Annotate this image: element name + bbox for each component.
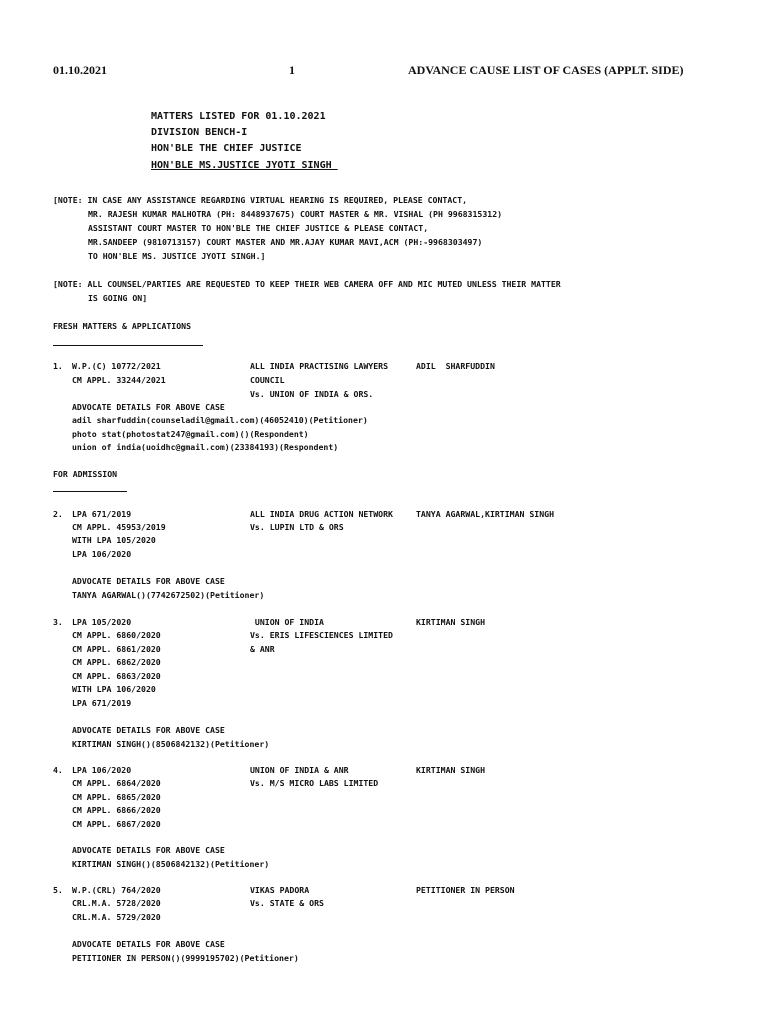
case-line: W.P.(C) 10772/2021 [72,361,161,371]
case-number: 3. [53,617,63,627]
note1-line: MR.SANDEEP (9810713157) COURT MASTER AND MR.AJAY KUMAR MAVI,ACM (PH:-9968303497) [88,237,483,247]
case-line: LPA 106/2020 [72,765,132,775]
party-line: ALL INDIA DRUG ACTION NETWORK [250,509,393,519]
case-line: CM APPL. 6860/2020 [72,630,161,640]
party-line: VIKAS PADORA [250,885,310,895]
party-line: & ANR [250,644,275,654]
note2-line: [NOTE: ALL COUNSEL/PARTIES ARE REQUESTED TO KEEP THEIR WEB CAMERA OFF AND MIC MUTED UNLESS THEIR MATTER [53,279,561,289]
party-line: COUNCIL [250,375,285,385]
advocate-detail: photo stat(photostat247@gmail.com)()(Respondent) [72,429,309,439]
case-line: WITH LPA 106/2020 [72,684,156,694]
case-line: CM APPL. 6866/2020 [72,805,161,815]
advocate-name: PETITIONER IN PERSON [416,885,515,895]
case-line: LPA 105/2020 [72,617,132,627]
case-line: W.P.(CRL) 764/2020 [72,885,161,895]
division-bench-line: DIVISION BENCH-I [151,127,248,138]
party-line: UNION OF INDIA & ANR [250,765,349,775]
section-for-admission: FOR ADMISSION [53,469,118,479]
note1-line: TO HON'BLE MS. JUSTICE JYOTI SINGH.] [88,251,266,261]
case-line: CRL.M.A. 5728/2020 [72,898,161,908]
case-line: CM APPL. 33244/2021 [72,375,166,385]
party-line: ALL INDIA PRACTISING LAWYERS [250,361,389,371]
justice-jyoti-line: HON'BLE MS.JUSTICE JYOTI SINGH [151,160,338,171]
advocate-detail: TANYA AGARWAL()(7742672502)(Petitioner) [72,590,265,600]
section-fresh-matters: FRESH MATTERS & APPLICATIONS [53,321,192,331]
advocate-detail: KIRTIMAN SINGH()(8506842132)(Petitioner) [72,859,270,869]
advocate-details-heading: ADVOCATE DETAILS FOR ABOVE CASE [72,939,225,949]
advocate-details-heading: ADVOCATE DETAILS FOR ABOVE CASE [72,845,225,855]
case-line: CRL.M.A. 5729/2020 [72,912,161,922]
section-underline [53,345,203,346]
chief-justice-line: HON'BLE THE CHIEF JUSTICE [151,143,302,154]
party-line: Vs. STATE & ORS [250,898,324,908]
case-number: 1. [53,361,63,371]
list-title: ADVANCE CAUSE LIST OF CASES (APPLT. SIDE) [408,63,684,77]
case-number: 4. [53,765,63,775]
advocate-detail: KIRTIMAN SINGH()(8506842132)(Petitioner) [72,739,270,749]
note1-line: [NOTE: IN CASE ANY ASSISTANCE REGARDING VIRTUAL HEARING IS REQUIRED, PLEASE CONTACT, [53,195,468,205]
advocate-name: KIRTIMAN SINGH [416,617,486,627]
party-line: UNION OF INDIA [250,617,324,627]
advocate-detail: adil sharfuddin(counseladil@gmail.com)(46052410)(Petitioner) [72,415,368,425]
party-line: Vs. LUPIN LTD & ORS [250,522,344,532]
case-number: 2. [53,509,63,519]
advocate-detail: PETITIONER IN PERSON()(9999195702)(Petitioner) [72,953,299,963]
case-line: LPA 671/2019 [72,509,132,519]
case-line: LPA 106/2020 [72,549,132,559]
note1-line: ASSISTANT COURT MASTER TO HON'BLE THE CHIEF JUSTICE & PLEASE CONTACT, [88,223,429,233]
case-line: CM APPL. 6864/2020 [72,778,161,788]
advocate-name: KIRTIMAN SINGH [416,765,486,775]
case-line: CM APPL. 6865/2020 [72,792,161,802]
note1-line: MR. RAJESH KUMAR MALHOTRA (PH: 8448937675) COURT MASTER & MR. VISHAL (PH 9968315312) [88,209,503,219]
page-number: 1 [289,63,295,77]
advocate-details-heading: ADVOCATE DETAILS FOR ABOVE CASE [72,576,225,586]
party-line: Vs. M/S MICRO LABS LIMITED [250,778,379,788]
case-line: CM APPL. 6867/2020 [72,819,161,829]
party-line: Vs. UNION OF INDIA & ORS. [250,389,374,399]
case-line: CM APPL. 6861/2020 [72,644,161,654]
case-line: CM APPL. 6863/2020 [72,671,161,681]
matters-listed-line: MATTERS LISTED FOR 01.10.2021 [151,111,326,122]
case-line: WITH LPA 105/2020 [72,535,156,545]
case-line: CM APPL. 45953/2019 [72,522,166,532]
advocate-name: TANYA AGARWAL,KIRTIMAN SINGH [416,509,555,519]
advocate-name: ADIL SHARFUDDIN [416,361,495,371]
advocate-detail: union of india(uoidhc@gmail.com)(23384193)(Respondent) [72,442,339,452]
case-line: LPA 671/2019 [72,698,132,708]
party-line: Vs. ERIS LIFESCIENCES LIMITED [250,630,393,640]
section-underline [53,491,127,492]
note2-line: IS GOING ON] [88,293,148,303]
list-date: 01.10.2021 [53,63,107,77]
advocate-details-heading: ADVOCATE DETAILS FOR ABOVE CASE [72,725,225,735]
case-line: CM APPL. 6862/2020 [72,657,161,667]
advocate-details-heading: ADVOCATE DETAILS FOR ABOVE CASE [72,402,225,412]
case-number: 5. [53,885,63,895]
